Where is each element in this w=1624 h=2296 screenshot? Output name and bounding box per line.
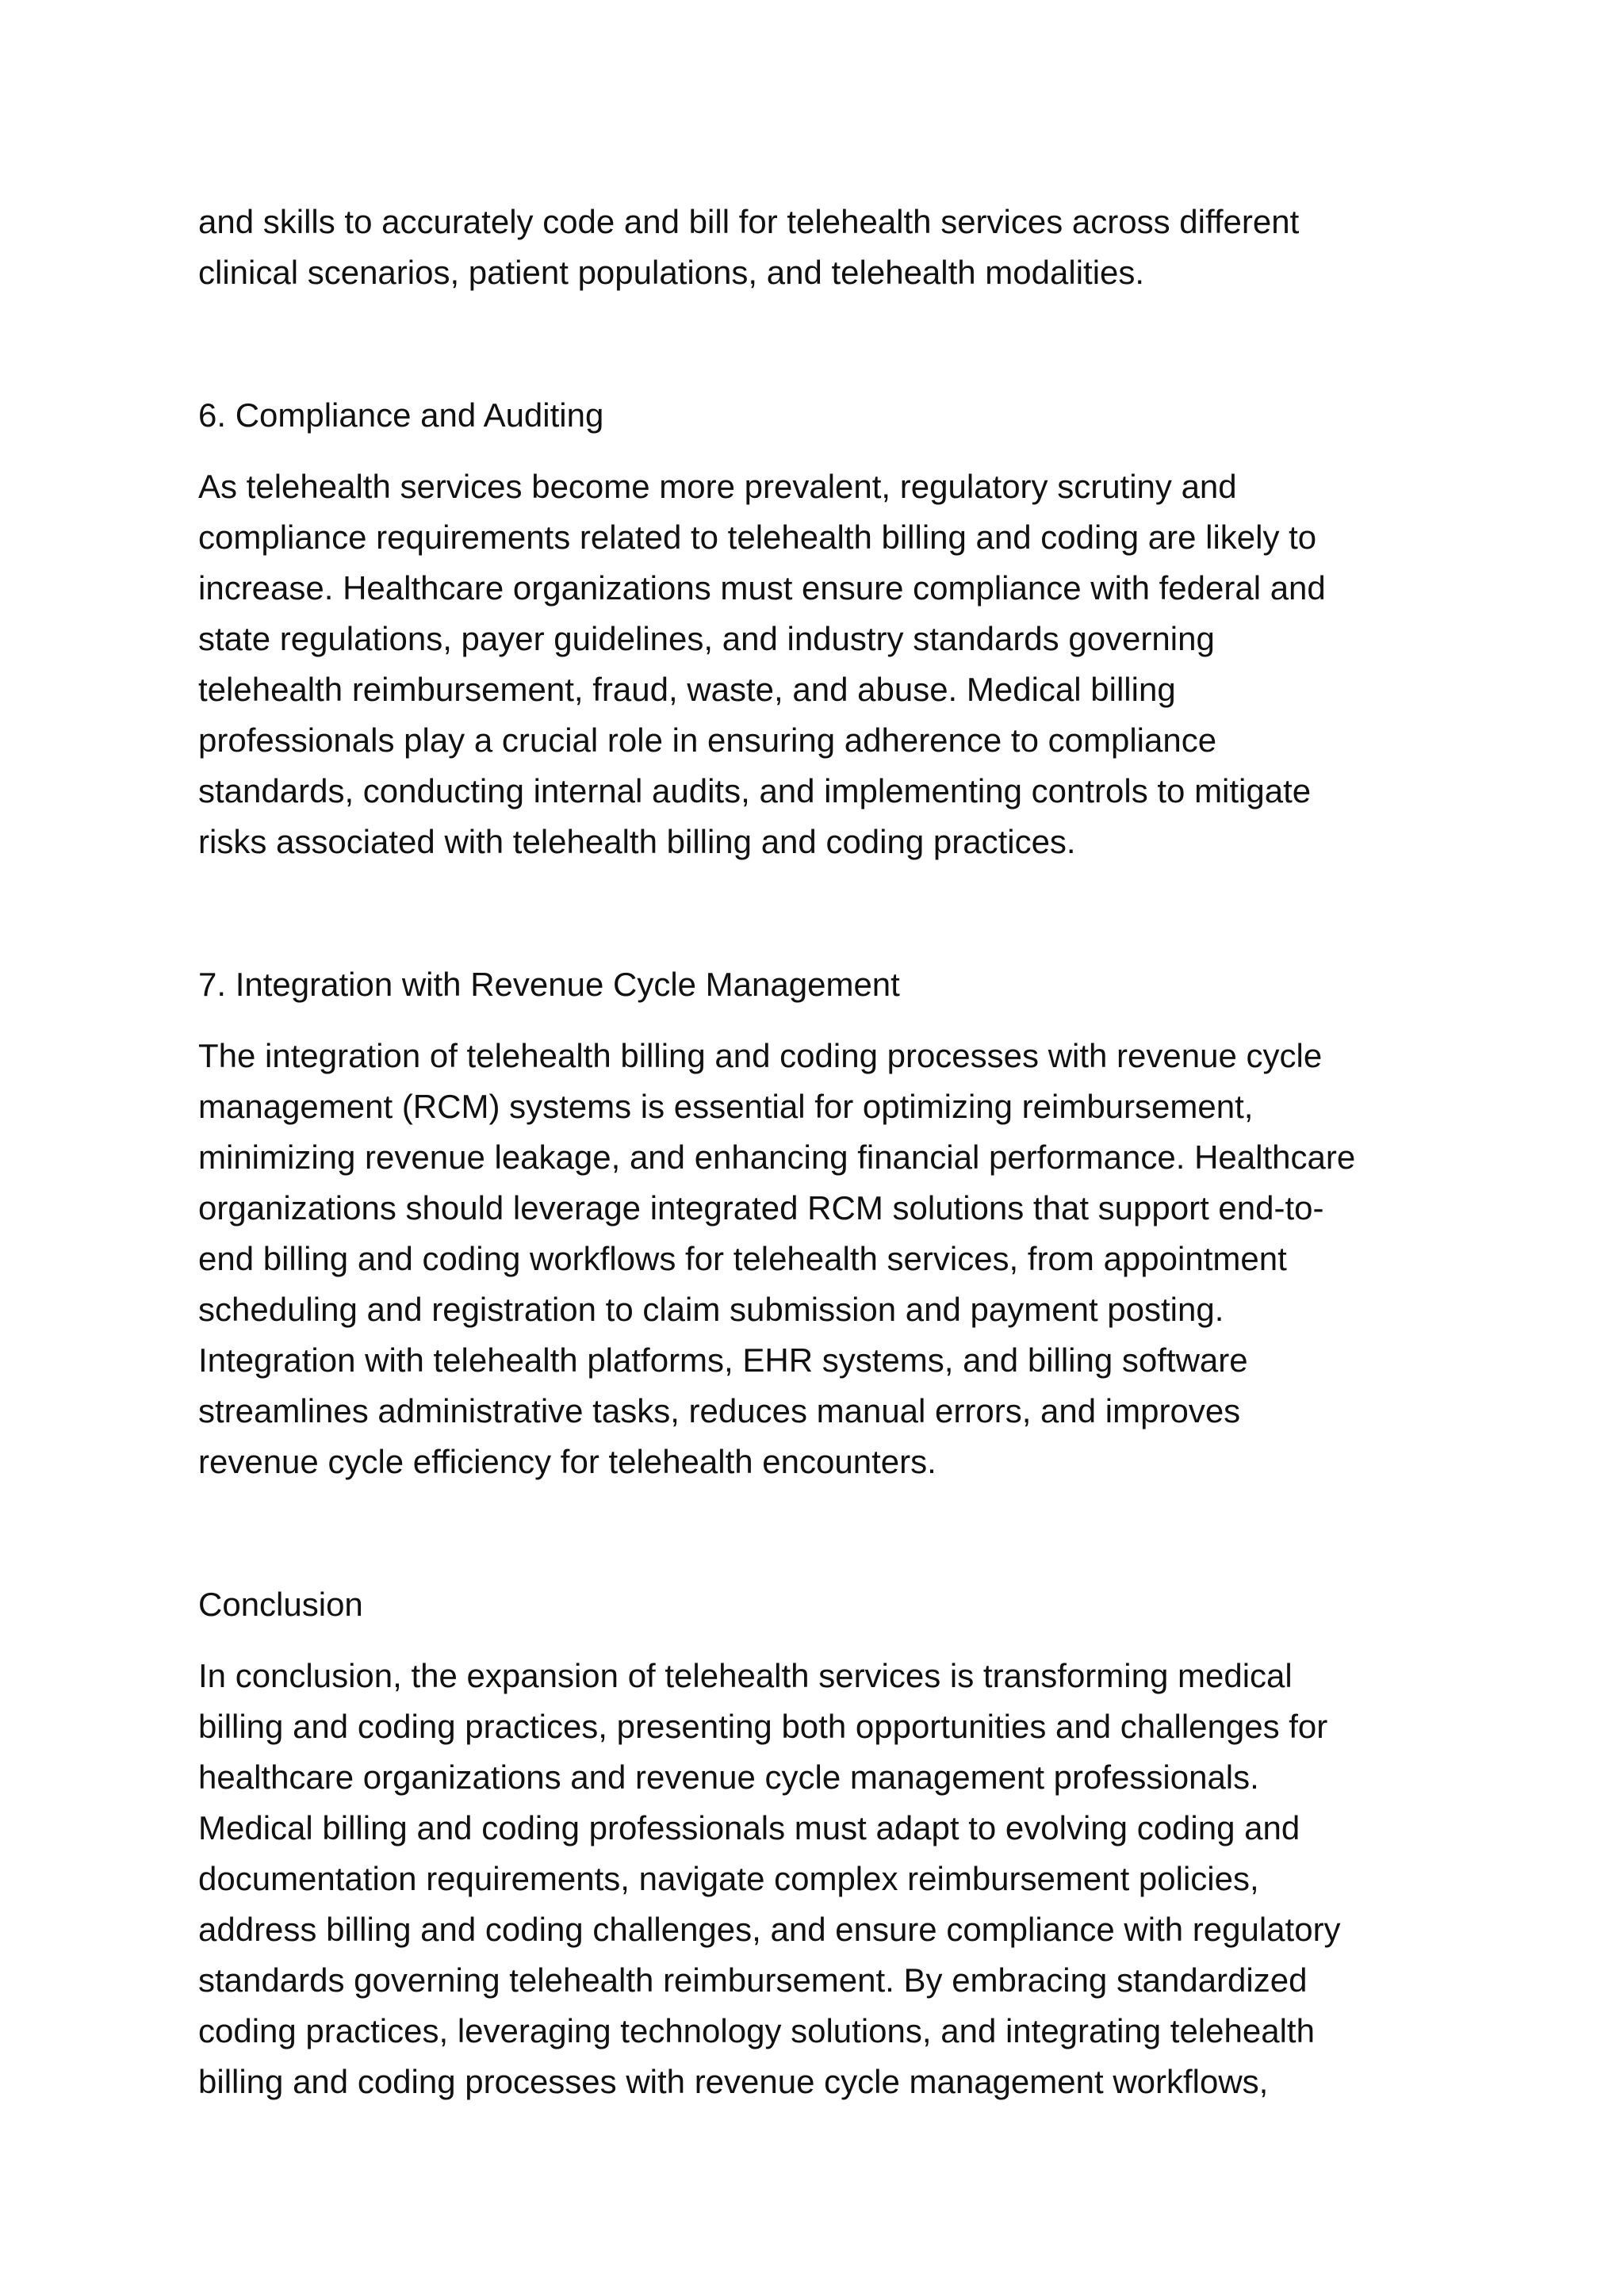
section-paragraph-rcm-integration (198, 1031, 1435, 1487)
paragraph-line: standards governing telehealth reimbursement. By embracing standardized (198, 1961, 1308, 1999)
paragraph-line: billing and coding practices, presenting both opportunities and challenges for (198, 1708, 1328, 1745)
paragraph-line: and skills to accurately code and bill for telehealth services across different (198, 203, 1300, 240)
paragraph-line: clinical scenarios, patient populations, and telehealth modalities. (198, 254, 1145, 291)
paragraph-line: scheduling and registration to claim submission and payment posting. (198, 1291, 1224, 1328)
paragraph-line: In conclusion, the expansion of telehealth services is transforming medical (198, 1657, 1293, 1694)
paragraph-line: As telehealth services become more prevalent, regulatory scrutiny and (198, 468, 1237, 505)
paragraph-line: professionals play a crucial role in ensuring adherence to compliance (198, 721, 1217, 759)
document-body (198, 197, 1435, 2107)
section-heading-conclusion: Conclusion (198, 1586, 363, 1623)
paragraph-line: telehealth reimbursement, fraud, waste, and abuse. Medical billing (198, 671, 1176, 708)
paragraph-line: standards, conducting internal audits, and implementing controls to mitigate (198, 772, 1312, 809)
paragraph-line: end billing and coding workflows for telehealth services, from appointment (198, 1240, 1287, 1277)
paragraph-line: Integration with telehealth platforms, EHR systems, and billing software (198, 1341, 1248, 1379)
paragraph-line: state regulations, payer guidelines, and industry standards governing (198, 620, 1215, 657)
paragraph-line: management (RCM) systems is essential for optimizing reimbursement, (198, 1088, 1254, 1125)
paragraph-line: risks associated with telehealth billing and coding practices. (198, 823, 1076, 860)
paragraph-line: increase. Healthcare organizations must ensure compliance with federal and (198, 569, 1326, 607)
paragraph-line: The integration of telehealth billing and coding processes with revenue cycle (198, 1037, 1323, 1074)
continuation-paragraph (198, 197, 1435, 298)
paragraph-line: compliance requirements related to telehealth billing and coding are likely to (198, 519, 1317, 556)
paragraph-line: minimizing revenue leakage, and enhancing financial performance. Healthcare (198, 1138, 1356, 1176)
section-paragraph-conclusion (198, 1651, 1435, 2107)
paragraph-line: organizations should leverage integrated RCM solutions that support end-to- (198, 1189, 1324, 1226)
paragraph-line: Medical billing and coding professionals must adapt to evolving coding and (198, 1809, 1300, 1846)
paragraph-line: healthcare organizations and revenue cycle management professionals. (198, 1758, 1259, 1796)
section-heading-compliance: 6. Compliance and Auditing (198, 396, 604, 434)
section-heading-rcm-integration: 7. Integration with Revenue Cycle Management (198, 966, 900, 1003)
paragraph-line: billing and coding processes with revenue cycle management workflows, (198, 2063, 1269, 2100)
section-paragraph-compliance (198, 461, 1435, 867)
paragraph-line: coding practices, leveraging technology solutions, and integrating telehealth (198, 2012, 1315, 2049)
paragraph-line: streamlines administrative tasks, reduces manual errors, and improves (198, 1392, 1241, 1429)
paragraph-line: address billing and coding challenges, and ensure compliance with regulatory (198, 1911, 1341, 1948)
paragraph-line: revenue cycle efficiency for telehealth encounters. (198, 1443, 936, 1480)
paragraph-line: documentation requirements, navigate complex reimbursement policies, (198, 1860, 1259, 1897)
